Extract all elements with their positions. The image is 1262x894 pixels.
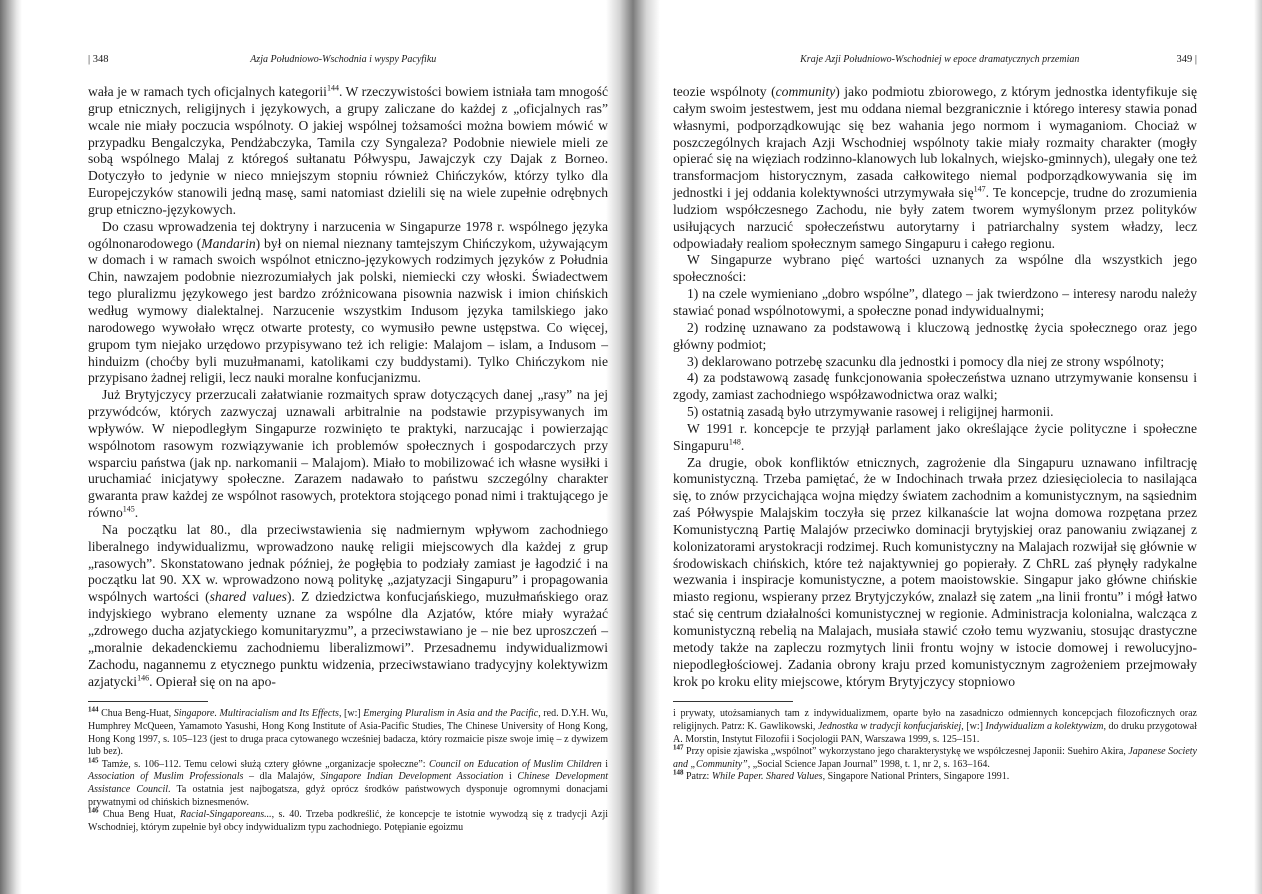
italic-text: Singapore. Multiracialism and Its Effects (173, 708, 339, 720)
right-page-number: 349 | (1176, 54, 1197, 65)
text-run: Patrz: (683, 771, 712, 783)
footnote-mark: 146 (88, 806, 99, 815)
right-running-head (673, 54, 1197, 70)
list-item (673, 370, 1197, 404)
italic-text: community (775, 84, 836, 99)
scan-edge-right (1254, 0, 1262, 894)
footnote (673, 743, 1197, 771)
paragraph (88, 219, 608, 387)
text-run: Przy opisie zjawiska „wspólnot” wykorzystano jego charakterystykę we współczesnej Japonii: Suehiro Akira, (683, 746, 1129, 758)
right-running-title: Kraje Azji Południowo-Wschodniej w epoce dramatycznych przemian (800, 54, 1080, 65)
paragraph (88, 387, 608, 522)
text-run: , red. D.Y.H. Wu, Humphrey McQueen, Yamamoto Yasushi, Hong Kong Institute of Asia-Pacific Studies, The Chinese University of Hong Kong, Hong Kong 1997, s. 105–123 (jest to druga praca cytowanego wcześniej badacza, który rozmaicie pisze swoje imię – z dywizem lub bez). (88, 708, 608, 758)
paragraph (673, 455, 1197, 691)
list-item (673, 320, 1197, 354)
left-page (88, 54, 608, 834)
left-footnote-rule (88, 701, 208, 702)
footnote (673, 708, 1197, 746)
footnote-mark: 144 (88, 706, 99, 715)
text-run: . Opierał się on na apo- (149, 673, 276, 689)
footnote-ref: 146 (137, 673, 150, 682)
footnote (673, 771, 1197, 784)
list-item (673, 354, 1197, 371)
left-running-title: Azja Południowo-Wschodnia i wyspy Pacyfiku (250, 54, 437, 65)
scan-edge-left (0, 0, 22, 894)
left-page-number: | 348 (88, 54, 109, 65)
text-run: 5) ostatnią zasadą było utrzymywanie rasowej i religijnej harmonii. (687, 404, 1054, 420)
left-footnotes (88, 708, 608, 834)
footnote-ref: 144 (326, 83, 339, 93)
italic-text: Racial-Singaporeans... (180, 809, 272, 821)
text-run: , do druku przygotował A. Morstin, Instytut Filozofii i Socjologii PAN, Warszawa 1999, s. 125–151. (673, 720, 1197, 745)
italic-text: Emerging Pluralism in Asia and the Pacific (363, 708, 539, 720)
right-body-text (673, 84, 1197, 690)
text-run: 1) na czele wymieniano „dobro wspólne”, dlatego – jak twierdzono – interesy narodu należy stawiać ponad wspólnotowymi, a społeczne ponad indywidualnymi; (673, 286, 1197, 318)
right-page (673, 54, 1197, 784)
italic-text: Jednostka w tradycji konfucjańskiej (817, 720, 962, 732)
text-run: . (134, 505, 139, 521)
list-item (673, 404, 1197, 421)
italic-text: Indywidualizm a kolektywizm (985, 720, 1104, 732)
italic-text: Association of Muslim Professionals (88, 771, 244, 783)
text-run: , „Social Science Japan Journal” 1998, t. 1, nr 2, s. 163–164. (747, 758, 990, 770)
left-running-head (88, 54, 608, 70)
footnote-mark: 145 (88, 756, 99, 765)
text-run: , [w:] (961, 720, 986, 732)
text-run: , Singapore National Printers, Singapore 1991. (822, 771, 1010, 783)
text-run: Do czasu wprowadzenia tej doktryny i narzucenia w Singapurze 1978 r. wspólnego języka ogólnonarodowego ( (88, 218, 608, 251)
text-run: ) był on niemal nieznany tamtejszym Chińczykom, używającym w domach i w ramach swoich wspólnot etniczno-językowych rodzimych języków z Południa Chin, nawzajem podobnie niezrozumiałych jak polski, niemiecki czy włoski. Świadectwem tego pluralizmu językowego jest bardzo zróżnicowana pisownia nazwisk i imion chińskich według wymowy dialektalnej. Narzucenie wszystkim Indusom języka tamilskiego jako narodowego wywołało wręcz otwarte protesty, co wymusiło pewne ustępstwa. Co więcej, grupom tym niejako urzędowo przypisywano też ich religie: Malajom – islam, a Indusom – hinduizm (choćby byli muzułmanami, katolikami czy buddystami). Tylko Chińczykom nie przypisano żadnej religii, lecz nauki moralne konfucjanizmu. (88, 235, 608, 386)
text-run: Chua Beng-Huat, (98, 708, 174, 720)
text-run: . W rzeczywistości bowiem istniała tam mnogość grup etnicznych, religijnych i językowych, a grupy zaliczane do każdej z „oficjalnych ras” wcale nie miały poczucia wspólnoty. O jakiej wspólnej tożsamości można bowiem mówić w przypadku Bengalczyka, Pendżabczyka, Tamila czy Syngaleza? Podobnie niewiele mieli ze sobą wspólnego Malaj z któregoś sułtanatu Półwyspu, Jawajczyk czy Dajak z Borneo. Dotyczyło to jedynie w nieco mniejszym stopniu również Chińczyków, którzy tylko dla Europejczyków stanowili jedną masę, sami natomiast dzielili się na wiele zupełnie odrębnych grup etniczno-językowych. (88, 84, 608, 217)
text-run: wała je w ramach tych oficjalnych kategorii (88, 84, 327, 99)
text-run: 3) deklarowano potrzebę szacunku dla jednostki i pomocy dla niej ze strony wspólnoty; (687, 353, 1165, 369)
text-run: . (740, 437, 745, 453)
right-footnote-rule (673, 701, 793, 702)
text-run: . Te koncepcje, trudne do zrozumienia ludziom współczesnego Zachodu, nie były zatem tworem wymyślonym przez polityków usiłujących narzucić społeczeństwu autorytarny i patriarchalny system władzy, lecz odpowiadały realiom społecznym samego Singapuru i całego regionu. (673, 185, 1197, 251)
italic-text: Council on Education of Muslim Children (428, 758, 602, 770)
footnote-ref: 147 (973, 184, 986, 194)
text-run: ) jako podmiotu zbiorowego, z którym jednostka identyfikuje się całym swoim jestestwem, jest mu oddana niemal bezgranicznie i którego interesy stawia ponad własnymi, podporządkowując się bez wahania jego normom i wymaganiom. Chociaż w poszczególnych krajach Azji Wschodniej wspólnoty takie miały rozmaity charakter (mogły opierać się na więziach rodzinno-klanowych lub lokalnych, wiejsko-gminnych), ulegały one też transformacjom historycznym, zasada całkowitego niemal podporządkowywania się im jednostki i jej oddania kolektywności utrzymywała się (673, 84, 1197, 201)
text-run: , [w:] (338, 708, 364, 720)
text-run: 4) za podstawową zasadę funkcjonowania społeczeństwa uznano utrzymywanie konsensu i zgody, zamiast zachodniego współzawodnictwa oraz walki; (673, 370, 1197, 403)
text-run: Na początku lat 80., dla przeciwstawienia się nadmiernym wpływom zachodniego liberalnego indywidualizmu, wprowadzono naukę religii miejscowych dla każdej z grup „rasowych”. Skonstatowano jednak później, że pogłębia to podziały zamiast je łagodzić i na początku lat 90. XX w. wprowadzono nową politykę „azjatyzacji Singapuru” i propagowania wspólnych wartości ( (88, 521, 608, 605)
text-run: , s. 40. Trzeba podkreślić, że koncepcje te istotnie wywodzą się z tradycji Azji Wschodniej, którym zupełnie był obcy indywidualizm typu zachodniego. Potępianie egoizmu (88, 809, 609, 833)
text-run: Już Brytyjczycy przerzucali załatwianie rozmaitych spraw dotyczących danej „rasy” na jej przywódców, których zazwyczaj uznawali arbitralnie na podstawie przypisywanych im wpływów. W niepodległym Singapurze rozwinięto te praktyki, narzucając i powierzając wspólnotom rasowym rozwiązywanie ich problemów społecznych i gospodarczych przy wsparciu państwa (jak np. narkomanii – Malajom). Miało to mobilizować ich własne wysiłki i uruchamiać inicjatywy społeczne. Zarazem nadawało to państwu szczególny charakter gwaranta praw każdej ze wspólnot rasowych, protektora stojącego ponad nimi i traktującego je równo (88, 387, 608, 521)
text-run: i (601, 758, 608, 770)
text-run: W 1991 r. koncepcje te przyjął parlament jako określające życie polityczne i społeczne Singapuru (673, 420, 1197, 453)
italic-text: Chinese Development Assistance Council (88, 771, 608, 795)
text-run: 2) rodzinę uznawano za podstawową i kluczową jednostkę życia społecznego oraz jego główny podmiot; (673, 319, 1197, 352)
paragraph (673, 84, 1197, 252)
right-footnotes (673, 708, 1197, 784)
italic-text: While Paper. Shared Values (711, 771, 823, 783)
italic-text: Singapore Indian Development Association (320, 771, 504, 783)
italic-text: shared values (209, 589, 287, 605)
italic-text: Japanese Society and „Community” (673, 746, 1197, 770)
footnote-mark: 148 (673, 769, 684, 778)
text-run: i prywaty, utożsamianych tam z indywidualizmem, oparte było na zasadniczo odmiennych koncepcjach filozoficznych oraz religijnych. Patrz: K. Gawlikowski, (673, 708, 1197, 732)
book-gutter (606, 0, 660, 894)
text-run: Za drugie, obok konfliktów etnicznych, zagrożenie dla Singapuru uznawano infiltrację komunistyczną. Trzeba pamiętać, że w Indochinach trwała przez dziesięciolecia to nasilająca się, to znów przycichająca wojna między światem zachodnim a komunistycznym, na sąsiednim zaś Półwyspie Malajskim toczyła się przez kilkanaście lat wojna domowa rozpętana przez Komunistyczną Partię Malajów przeciwko dominacji brytyjskiej oraz panowaniu związanej z kolonizatorami arystokracji rodzimej. Ruch komunistyczny na Malajach rozwijał się głównie w środowiskach chińskich, które też najaktywniej go popierały. Z ChRL zaś płynęły radykalne wezwania i inspiracje komunistyczne, a potem maoistowskie. Singapur jako główne chińskie miasto regionu, wspierany przez Brytyjczyków, znalazł się zatem „na linii frontu” i mógł łatwo stać się centrum działalności komunistycznej w regionie. Administracja kolonialna, walcząca z komunistyczną rebelią na Malajach, musiała stawić czoło temu wyzwaniu, stosując drastyczne metody także na zapleczu rozmytych linii frontu wojny w istocie domowej i rewolucyjno-niepodległościowej. Zadania obrony kraju przed komunistycznym zagrożeniem przejmowały krok po kroku elity miejscowe, którym Brytyjczycy stopniowo (673, 454, 1197, 689)
text-run: i (503, 771, 518, 783)
list-item (673, 286, 1197, 320)
text-run: W Singapurze wybrano pięć wartości uznanych za wspólne dla wszystkich jego społeczności: (673, 252, 1197, 285)
footnote (88, 806, 609, 834)
paragraph (673, 421, 1197, 455)
footnote (88, 756, 608, 809)
left-body-text (88, 84, 608, 690)
text-run: Chua Beng Huat, (98, 809, 181, 821)
footnote-mark: 147 (673, 743, 684, 752)
text-run: ). Z dziedzictwa konfucjańskiego, muzułmańskiego oraz indyjskiego wybrano elementy uznane za wspólne dla Azjatów, które miały wyrażać „zdrowego ducha azjatyckiego komunitaryzmu”, a przeciwstawiano je – nie bez uproszczeń – „moralnie dekadenckiemu zachodniemu liberalizmowi”. Przesadnemu indywidualizmowi Zachodu, nagannemu z etycznego punktu widzenia, przeciwstawiano tradycyjny kolektywizm azjatycki (88, 589, 608, 689)
text-run: – dla Malajów, (243, 771, 321, 783)
footnote-ref: 145 (122, 504, 135, 514)
text-run: . Ta ostatnia jest najbogatsza, gdyż oprócz środków państwowych dysponuje ogromnymi donacjami prywatnymi od chińskich biznesmenów. (88, 783, 608, 808)
text-run: Tamże, s. 106–112. Temu celowi służą cztery główne „organizacje społeczne”: (98, 758, 429, 770)
text-run: teozie wspólnoty ( (673, 84, 776, 99)
italic-text: Mandarin (201, 235, 256, 251)
footnote-ref: 148 (728, 437, 741, 447)
footnote (88, 708, 608, 758)
paragraph (673, 252, 1197, 286)
paragraph (88, 522, 608, 690)
paragraph (88, 84, 608, 219)
